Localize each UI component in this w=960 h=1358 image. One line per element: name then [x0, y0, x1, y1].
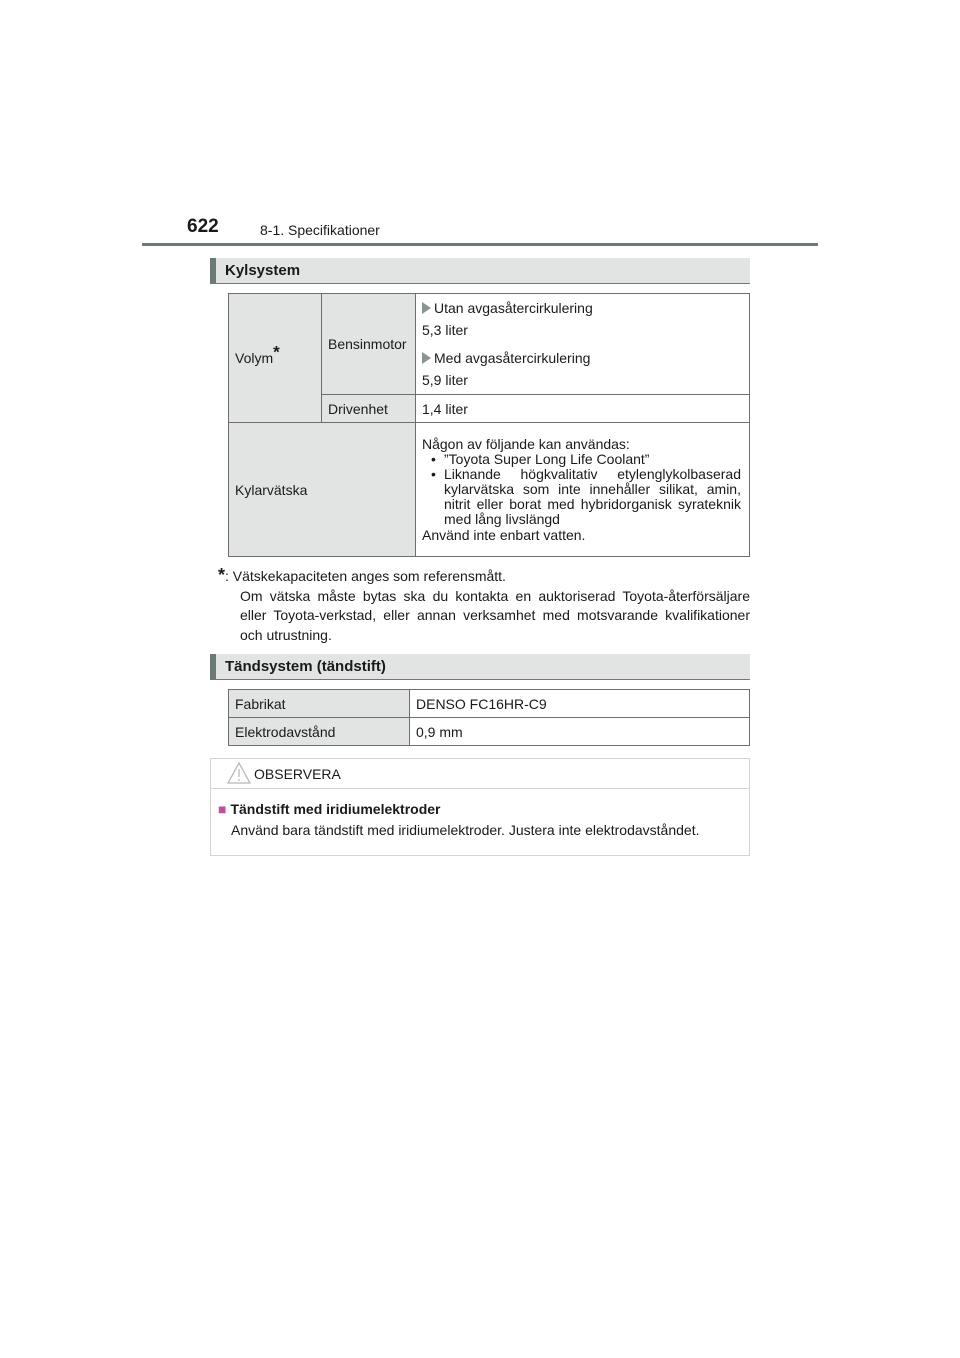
footnote-line-1: : Vätskekapaciteten anges som referensmått. — [225, 568, 506, 584]
option-2-label: Med avgasåtercirkulering — [434, 350, 591, 366]
coolant-value-cell — [416, 423, 750, 557]
table-row — [229, 690, 750, 718]
option-1-value: 5,3 liter — [422, 322, 468, 338]
drive-label-cell — [322, 395, 416, 423]
volume-label: Volym — [235, 350, 274, 366]
gap-label: Elektrodavstånd — [235, 723, 336, 740]
footnote-line-2: Om vätska måste bytas ska du kontakta en auktoriserad Toyota-återförsäljare eller Toyota-verkstad, eller annan verksamhet med motsvarande kvalifikationer och utrustning. — [240, 587, 750, 643]
fabrikat-value-cell — [410, 690, 750, 718]
coolant-list — [422, 452, 741, 527]
square-bullet-icon: ■ — [218, 801, 227, 817]
engine-label-cell — [322, 294, 416, 395]
coolant-intro: Någon av följande kan användas: — [422, 436, 630, 452]
option-2-value: 5,9 liter — [422, 372, 468, 388]
warning-heading: OBSERVERA — [254, 766, 341, 782]
option-1-label: Utan avgasåtercirkulering — [434, 300, 593, 316]
footnote — [218, 566, 750, 645]
gap-value: 0,9 mm — [416, 723, 463, 740]
drive-label: Drivenhet — [328, 400, 388, 417]
table-row — [229, 718, 750, 746]
list-item: • Liknande högkvalitativ etylenglykolbaserad kylarvätska som inte innehåller silikat, amin, nitrit eller borat med hybridorganisk syrateknik med lång livslängd — [444, 467, 741, 527]
tandsystem-heading — [210, 654, 750, 680]
engine-label: Bensinmotor — [328, 336, 407, 352]
warning-item-title-text: Tändstift med iridiumelektroder — [230, 801, 441, 817]
warning-item-text: Använd bara tändstift med iridiumelektroder. Justera inte elektrodavståndet. — [231, 822, 700, 838]
engine-value-cell — [416, 294, 750, 395]
warning-item-title — [218, 801, 441, 817]
kylsystem-title: Kylsystem — [225, 262, 301, 279]
fabrikat-value: DENSO FC16HR-C9 — [416, 695, 547, 712]
warning-header — [211, 759, 749, 789]
tandsystem-table — [228, 689, 750, 746]
footnote-marker: * — [218, 565, 226, 585]
kylsystem-heading — [210, 258, 750, 284]
fabrikat-label: Fabrikat — [235, 695, 286, 712]
gap-label-cell — [229, 718, 410, 746]
volume-footnote-marker: * — [273, 342, 280, 362]
warning-triangle-icon — [227, 762, 251, 784]
drive-value-cell — [416, 395, 750, 423]
warning-box — [210, 758, 750, 856]
list-item: • ”Toyota Super Long Life Coolant” — [444, 452, 741, 467]
drive-value: 1,4 liter — [422, 400, 468, 417]
kylsystem-table — [228, 293, 750, 557]
coolant-note: Använd inte enbart vatten. — [422, 527, 586, 543]
tandsystem-title: Tändsystem (tändstift) — [225, 658, 386, 675]
header-divider — [142, 243, 818, 246]
page-number: 622 — [187, 216, 219, 237]
fabrikat-label-cell — [229, 690, 410, 718]
coolant-label: Kylarvätska — [235, 481, 308, 498]
section-title: 8-1. Specifikationer — [260, 222, 380, 238]
coolant-label-cell — [229, 423, 416, 557]
triangle-bullet-icon — [422, 302, 431, 314]
volume-label-cell — [229, 294, 322, 423]
gap-value-cell — [410, 718, 750, 746]
triangle-bullet-icon — [422, 352, 431, 364]
